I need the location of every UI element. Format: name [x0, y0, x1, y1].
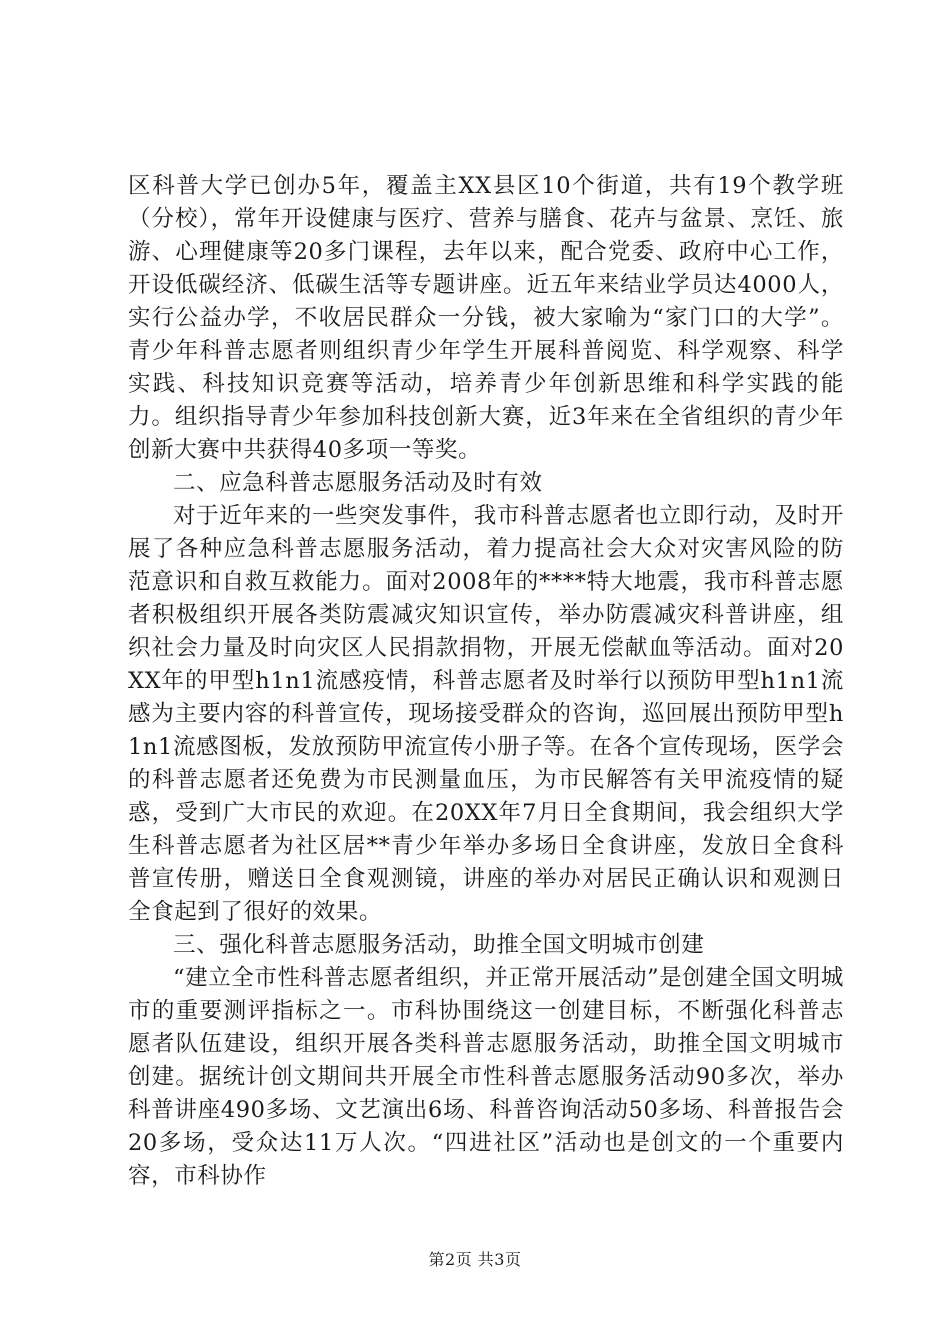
section-heading-2: 二、应急科普志愿服务活动及时有效 [173, 470, 543, 496]
document-body [128, 170, 844, 1193]
paragraph-body-2: 对于近年来的一些突发事件，我市科普志愿者也立即行动，及时开展了各种应急科普志愿服务活动，着力提高社会大众对灾害风险的防范意识和自救互救能力。面对2008年的****特大地震，我市科普志愿者积极组织开展各类防震减灾知识宣传，举办防震减灾科普讲座，组织社会力量及时向灾区人民捐款捐物，开展无偿献血等活动。面对20XX年的甲型h1n1流感疫情，科普志愿者及时举行以预防甲型h1n1流感为主要内容的科普宣传，现场接受群众的咨询，巡回展出预防甲型h1n1流感图板，发放预防甲流宣传小册子等。在各个宣传现场，医学会的科普志愿者还免费为市民测量血压，为市民解答有关甲流疫情的疑惑，受到广大市民的欢迎。在20XX年7月日全食期间，我会组织大学生科普志愿者为社区居**青少年举办多场日全食讲座，发放日全食科普宣传册，赠送日全食观测镜，讲座的举办对居民正确认识和观测日全食起到了很好的效果。 [128, 503, 844, 925]
paragraph-body-1: 区科普大学已创办5年，覆盖主XX县区10个街道，共有19个教学班（分校），常年开设健康与医疗、营养与膳食、花卉与盆景、烹饪、旅游、心理健康等20多门课程，去年以来，配合党委、政府中心工作，开设低碳经济、低碳生活等专题讲座。近五年来结业学员达4000人，实行公益办学，不收居民群众一分钱，被大家喻为“家门口的大学”。青少年科普志愿者则组织青少年学生开展科普阅览、科学观察、科学实践、科技知识竞赛等活动，培养青少年创新思维和科学实践的能力。组织指导青少年参加科技创新大赛，近3年来在全省组织的青少年创新大赛中共获得40多项一等奖。 [128, 173, 844, 463]
page-number-footer: 第2页 共3页 [428, 1250, 522, 1269]
section-heading-3: 三、强化科普志愿服务活动，助推全国文明城市创建 [173, 932, 705, 958]
paragraph-body-3: “建立全市性科普志愿者组织，并正常开展活动”是创建全国文明城市的重要测评指标之一。市科协围绕这一创建目标，不断强化科普志愿者队伍建设，组织开展各类科普志愿服务活动，助推全国文明城市创建。据统计创文期间共开展全市性科普志愿服务活动90多次，举办科普讲座490多场、文艺演出6场、科普咨询活动50多场、科普报告会20多场，受众达11万人次。“四进社区”活动也是创文的一个重要内容，市科协作 [128, 965, 845, 1189]
